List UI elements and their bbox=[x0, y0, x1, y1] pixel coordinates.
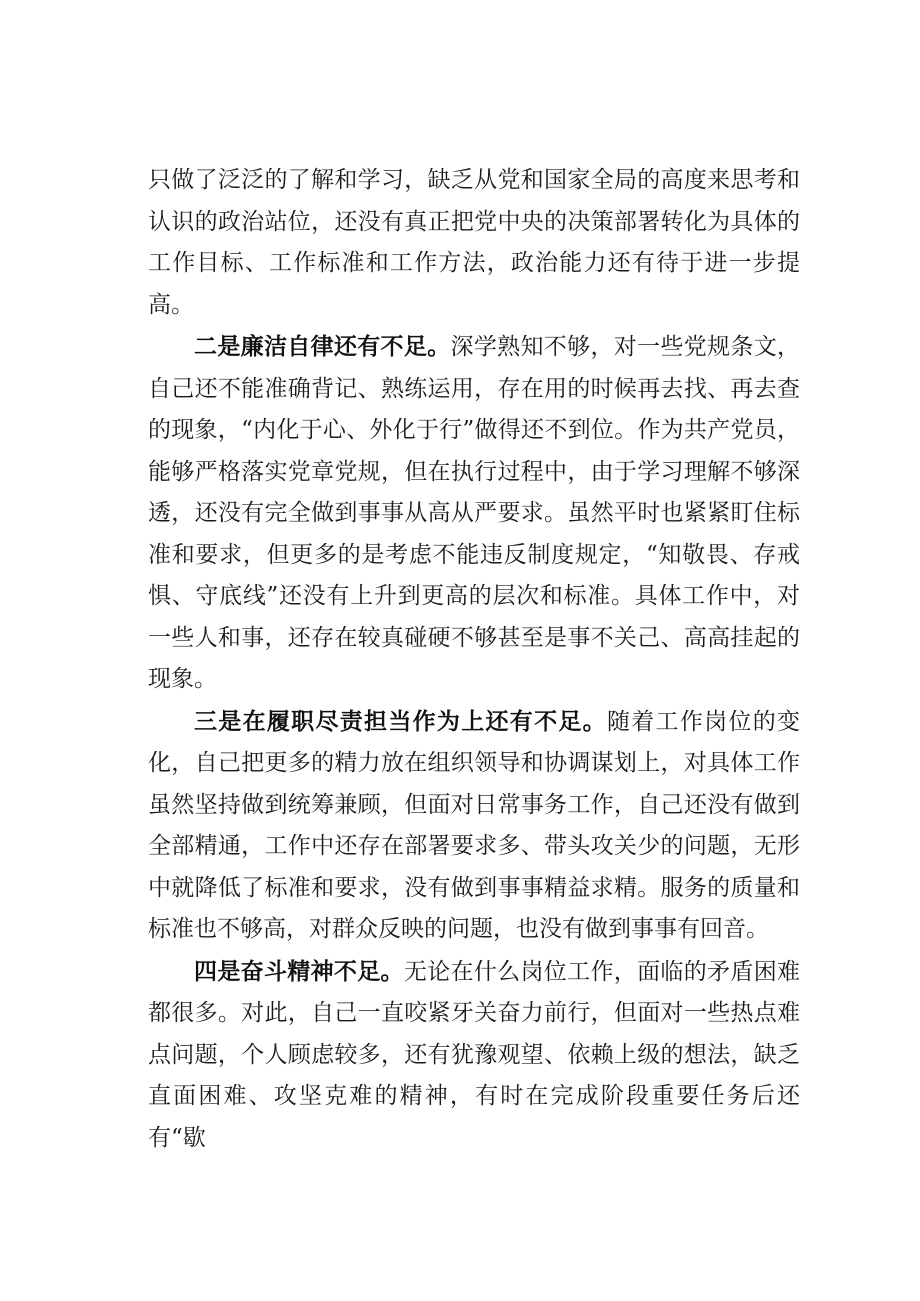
paragraph-lead: 四是奋斗精神不足。 bbox=[194, 957, 404, 985]
paragraph-point-two bbox=[148, 326, 800, 701]
paragraph-lead: 三是在履职尽责担当作为上还有不足。 bbox=[194, 707, 607, 735]
paragraph-point-four bbox=[148, 951, 800, 1160]
paragraph-continuation bbox=[148, 160, 800, 326]
paragraph-lead: 二是廉洁自律还有不足。 bbox=[194, 333, 451, 360]
paragraph-text: 深学熟知不够，对一些党规条文，自己还不能准确背记、熟练运用，存在用的时候再去找、再去查的现象，“内化于心、外化于行”做得还不到位。作为共产党员，能够严格落实党章党规，但在执行过程中，由于学习理解不够深透，还没有完全做到事事从高从严要求。虽然平时也紧紧盯住标准和要求，但更多的是考虑不能违反制度规定，“知敬畏、存戒惧、守底线”还没有上升到更高的层次和标准。具体工作中，对一些人和事，还存在较真碰硬不够甚至是事不关己、高高挂起的现象。 bbox=[148, 334, 801, 692]
paragraph-text: 随着工作岗位的变化，自己把更多的精力放在组织领导和协调谋划上，对具体工作虽然坚持做到统筹兼顾，但面对日常事务工作，自己还没有做到全部精通，工作中还存在部署要求多、带头攻关少的问题，无形中就降低了标准和要求，没有做到事事精益求精。服务的质量和标准也不够高，对群众反映的问题，也没有做到事事有回音。 bbox=[148, 708, 801, 942]
paragraph-text: 无论在什么岗位工作，面临的矛盾困难都很多。对此，自己一直咬紧牙关奋力前行，但面对一些热点难点问题，个人顾虑较多，还有犹豫观望、依赖上级的想法，缺乏直面困难、攻坚克难的精神，有时在完成阶段重要任务后还有“歇 bbox=[148, 958, 801, 1151]
paragraph-text: 只做了泛泛的了解和学习，缺乏从党和国家全局的高度来思考和认识的政治站位，还没有真正把党中央的决策部署转化为具体的工作目标、工作标准和工作方法，政治能力还有待于进一步提高。 bbox=[148, 167, 800, 318]
paragraph-point-three bbox=[148, 701, 800, 951]
document-body bbox=[148, 160, 800, 1159]
